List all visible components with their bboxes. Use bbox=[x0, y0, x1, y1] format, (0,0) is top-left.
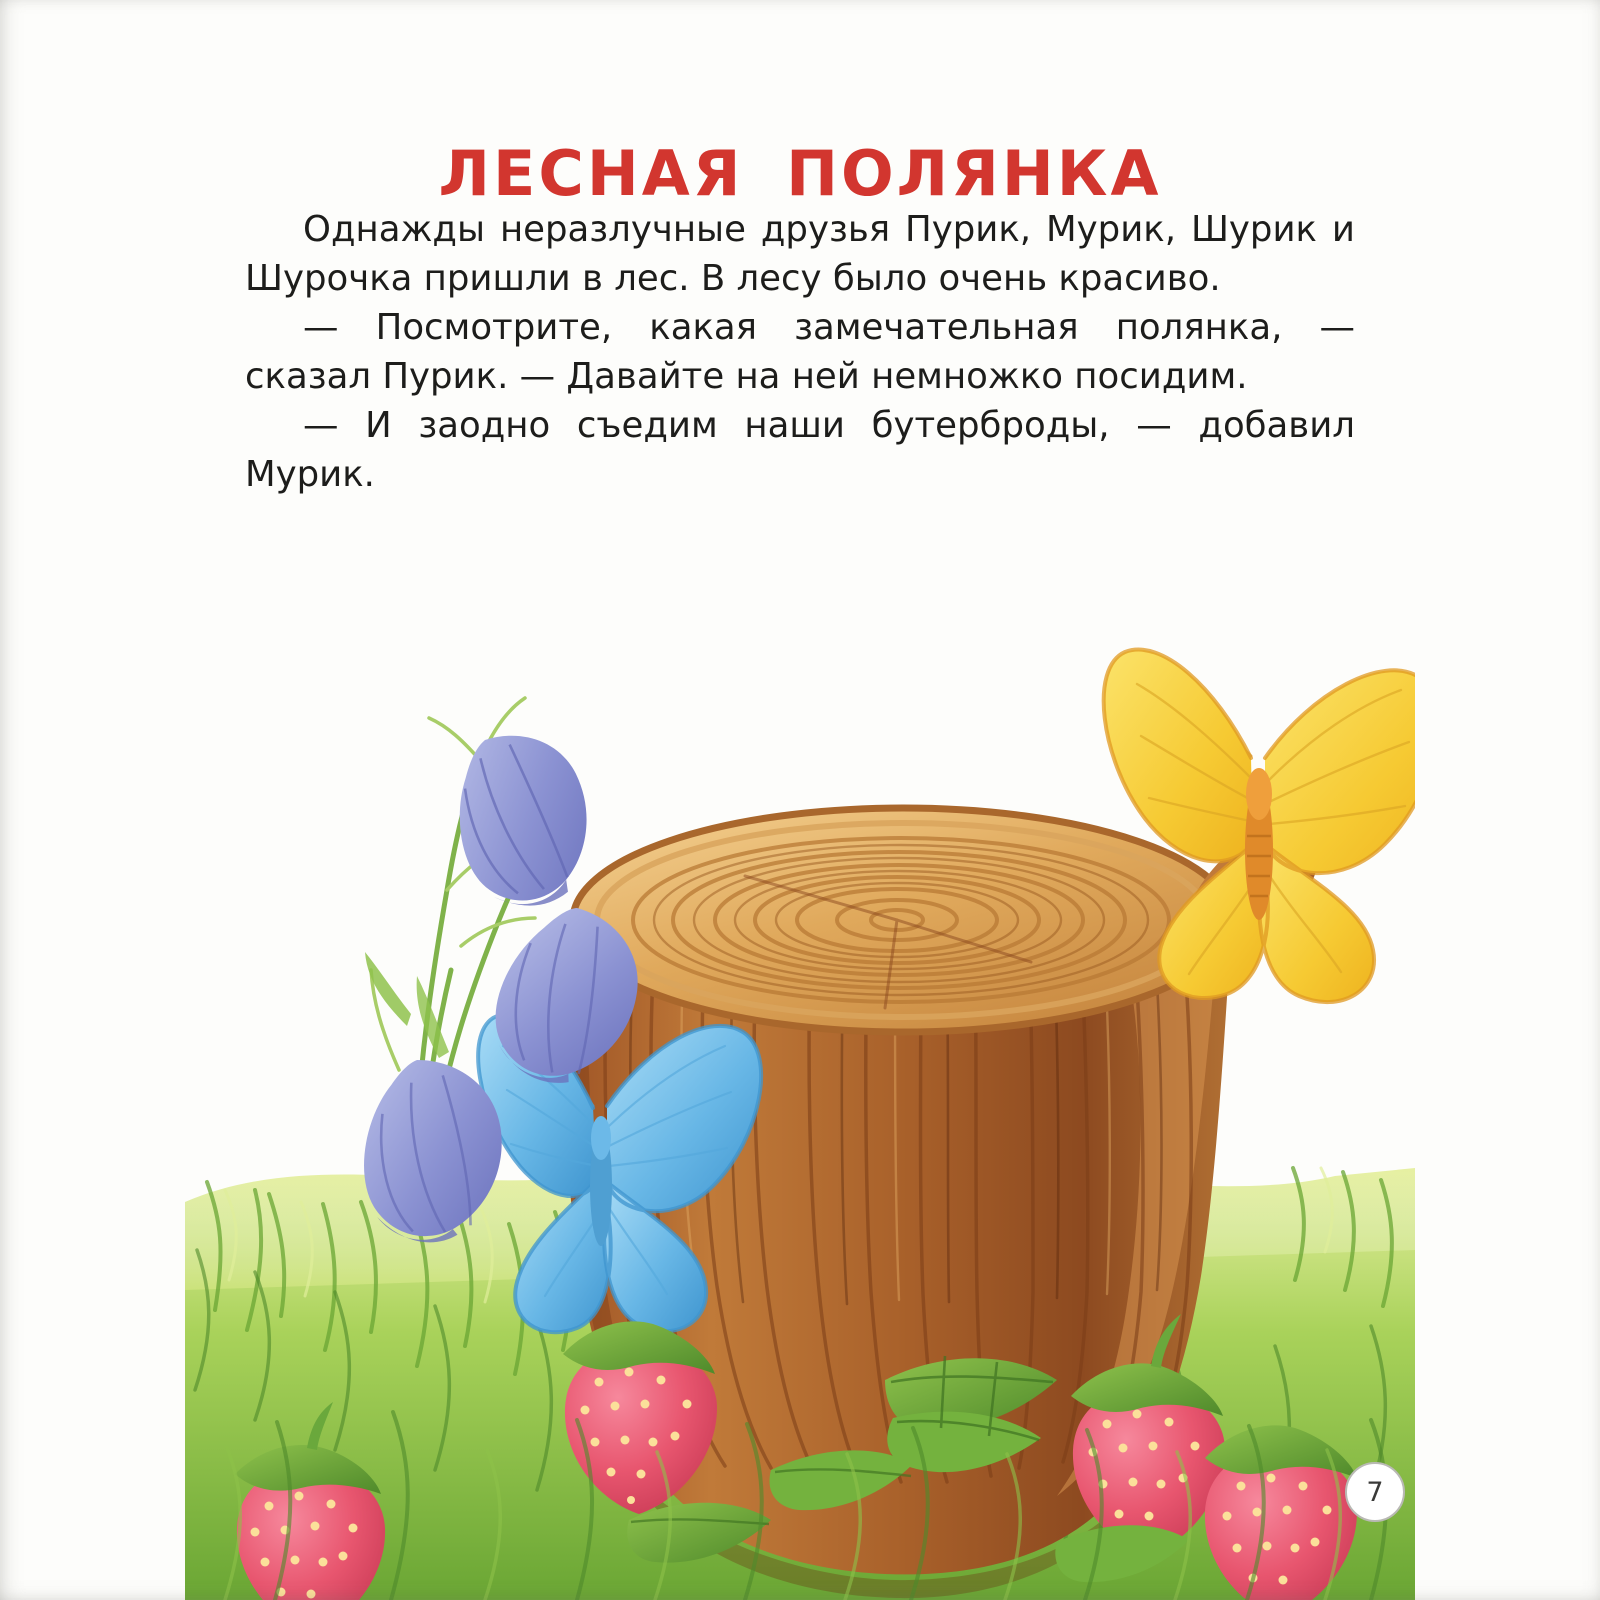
paragraph-1: Однажды неразлучные друзья Пурик, Мурик, Шурик и Шурочка пришли в лес. В лесу было очень красиво. bbox=[245, 209, 1355, 299]
page-title: ЛЕСНАЯ ПОЛЯНКА bbox=[438, 136, 1162, 210]
paragraph-3: — И заодно съедим наши бутерброды, — добавил Мурик. bbox=[245, 405, 1355, 495]
illustration-svg bbox=[185, 590, 1415, 1600]
illustration-forest-glade bbox=[185, 590, 1415, 1600]
paragraph-2: — Посмотрите, какая замечательная полянка, — сказал Пурик. — Давайте на ней немножко посидим. bbox=[245, 307, 1355, 397]
story-text bbox=[245, 205, 1355, 499]
page-number: 7 bbox=[1345, 1462, 1405, 1522]
